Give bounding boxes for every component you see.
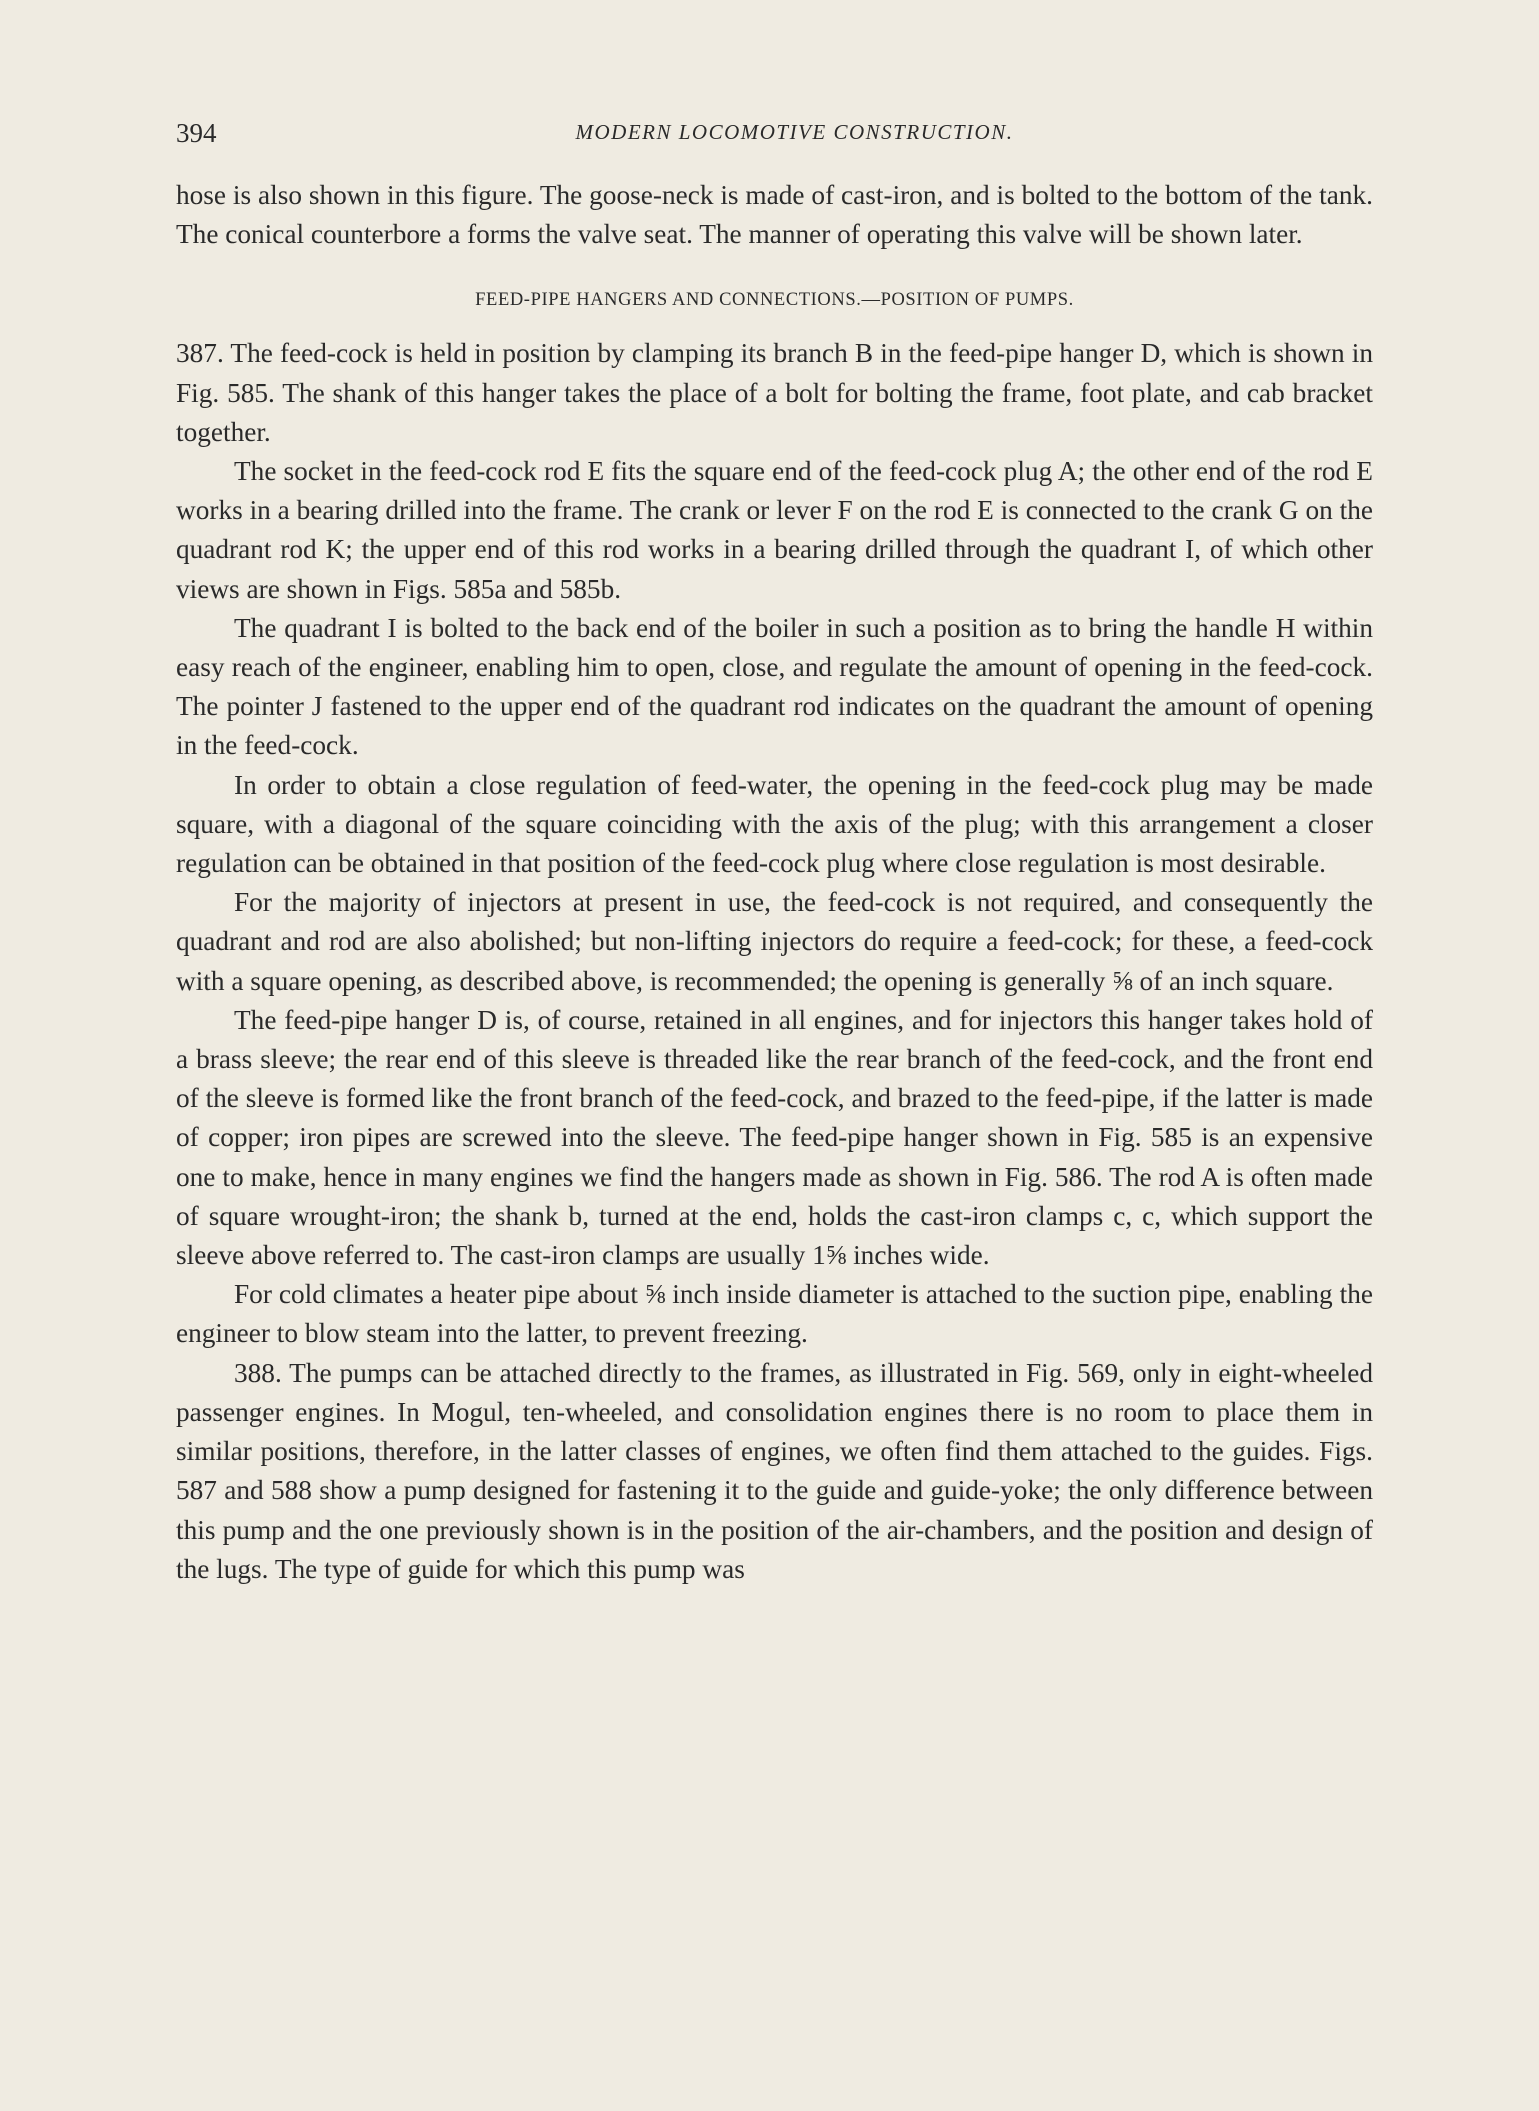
page-number: 394	[176, 118, 217, 148]
paragraph: In order to obtain a close regulation of feed-water, the opening in the feed-cock plug may be made square, with a diagonal of the square coinciding with the axis of the plug; with this arrangement a closer regulation can be obtained in that position of the feed-cock plug where close regulation is most desirable.	[176, 769, 1373, 879]
paragraph: The quadrant I is bolted to the back end of the boiler in such a position as to bring the handle H within easy reach of the engineer, enabling him to open, close, and regulate the amount of opening in the feed-cock. The pointer J fastened to the upper end of the quadrant rod indicates on the quadrant the amount of opening in the feed-cock.	[176, 612, 1373, 761]
page	[176, 118, 1373, 1589]
running-head	[176, 118, 1373, 154]
paragraph-387: 387. The feed-cock is held in position by clamping its branch B in the feed-pipe hanger D, which is shown in Fig. 585. The shank of this hanger takes the place of a bolt for bolting the frame, foot plate, and cab bracket together.	[176, 338, 1373, 447]
paragraph: The feed-pipe hanger D is, of course, retained in all engines, and for injectors this hanger takes hold of a brass sleeve; the rear end of this sleeve is threaded like the rear branch of the feed-cock, and the front end of the sleeve is formed like the front branch of the feed-cock, and brazed to the feed-pipe, if the latter is made of copper; iron pipes are screwed into the sleeve. The feed-pipe hanger shown in Fig. 585 is an expensive one to make, hence in many engines we find the hangers made as shown in Fig. 586. The rod A is often made of square wrought-iron; the shank b, turned at the end, holds the cast-iron clamps c, c, which support the sleeve above referred to. The cast-iron clamps are usually 1⅝ inches wide.	[176, 1004, 1373, 1271]
paragraph: The socket in the feed-cock rod E fits the square end of the feed-cock plug A; the other end of the rod E works in a bearing drilled into the frame. The crank or lever F on the rod E is connected to the crank G on the quadrant rod K; the upper end of this rod works in a bearing drilled through the quadrant I, of which other views are shown in Figs. 585a and 585b.	[176, 456, 1373, 604]
paragraph-388: 388. The pumps can be attached directly to the frames, as illustrated in Fig. 569, only in eight-wheeled passenger engines. In Mogul, ten-wheeled, and consolidation engines there is no room to place them in similar positions, therefore, in the latter classes of engines, we often find them attached to the guides. Figs. 587 and 588 show a pump designed for fastening it to the guide and guide-yoke; the only difference between this pump and the one previously shown is in the position of the air-chambers, and the position and design of the lugs. The type of guide for which this pump was	[176, 1357, 1373, 1584]
section-heading: FEED-PIPE HANGERS AND CONNECTIONS.—POSITION OF PUMPS.	[475, 290, 1074, 311]
paragraph: For cold climates a heater pipe about ⅝ inch inside diameter is attached to the suction pipe, enabling the engineer to blow steam into the latter, to prevent freezing.	[176, 1279, 1373, 1349]
paragraph-continuation: hose is also shown in this figure. The goose-neck is made of cast-iron, and is bolted to the bottom of the tank. The conical counterbore a forms the valve seat. The manner of operating this valve will be shown later.	[176, 180, 1373, 250]
body-text	[176, 176, 1373, 1589]
book-title: MODERN LOCOMOTIVE CONSTRUCTION.	[575, 120, 1014, 144]
paragraph: For the majority of injectors at present in use, the feed-cock is not required, and consequently the quadrant and rod are also abolished; but non-lifting injectors do require a feed-cock; for these, a feed-cock with a square opening, as described above, is recommended; the opening is generally ⅝ of an inch square.	[176, 887, 1373, 996]
